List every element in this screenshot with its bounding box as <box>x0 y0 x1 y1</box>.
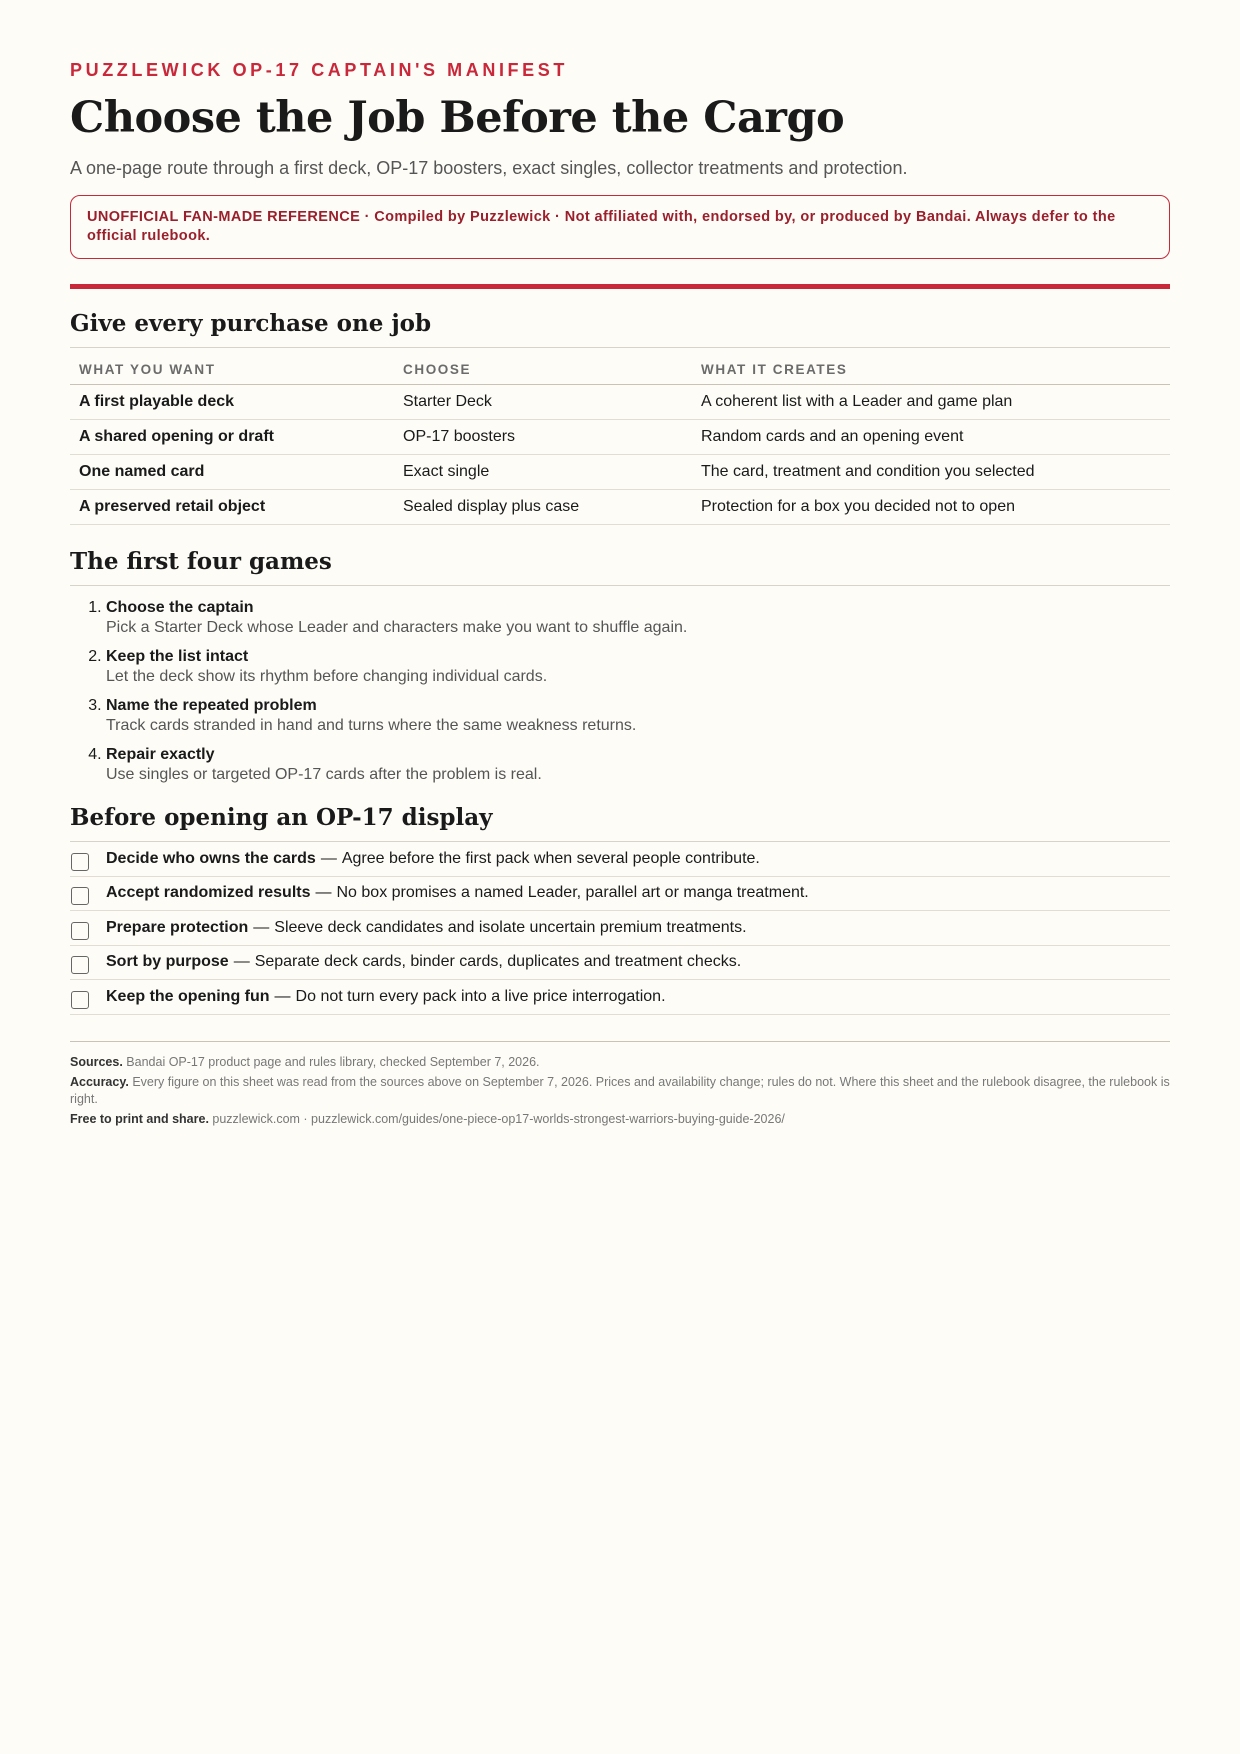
checklist-item-description: Do not turn every pack into a live price interrogation. <box>295 987 666 1005</box>
em-dash: — <box>233 953 250 971</box>
table-row <box>70 455 1170 490</box>
cell-creates: Protection for a box you decided not to open <box>692 490 1170 525</box>
share-note <box>70 1111 1170 1128</box>
list-item <box>106 647 1170 687</box>
list-item <box>106 598 1170 638</box>
table-row <box>70 490 1170 525</box>
table-row <box>70 385 1170 420</box>
step-description: Pick a Starter Deck whose Leader and characters make you want to shuffle again. <box>106 619 688 636</box>
sources-note <box>70 1054 1170 1071</box>
purchase-heading: Give every purchase one job <box>70 310 432 337</box>
step-title: 3. Name the repeated problem <box>106 697 317 714</box>
step-description: Track cards stranded in hand and turns where the same weakness returns. <box>106 717 637 734</box>
checkbox[interactable] <box>71 991 89 1009</box>
column-header-creates: WHAT IT CREATES <box>692 348 1170 385</box>
cell-choose: Sealed display plus case <box>394 490 692 525</box>
checklist-item <box>70 911 1170 946</box>
em-dash: — <box>253 918 270 936</box>
page-subtitle: A one-page route through a first deck, OP-17 boosters, exact singles, collector treatments and protection. <box>70 158 908 178</box>
column-header-want: WHAT YOU WANT <box>70 348 394 385</box>
cell-creates: Random cards and an opening event <box>692 420 1170 455</box>
cell-want: A shared opening or draft <box>70 420 394 455</box>
checklist-item-title: Keep the opening fun <box>106 987 270 1005</box>
step-description: Use singles or targeted OP-17 cards after the problem is real. <box>106 766 542 783</box>
cell-want: One named card <box>70 455 394 490</box>
checklist-item-description: Agree before the first pack when several people contribute. <box>341 849 760 867</box>
cell-creates: A coherent list with a Leader and game plan <box>692 385 1170 420</box>
step-description: Let the deck show its rhythm before changing individual cards. <box>106 668 548 685</box>
cell-creates: The card, treatment and condition you selected <box>692 455 1170 490</box>
cell-choose: OP-17 boosters <box>394 420 692 455</box>
purchase-section <box>70 309 1170 525</box>
games-steps-list <box>70 598 1170 785</box>
list-item <box>106 696 1170 736</box>
checklist-item-description: Sleeve deck candidates and isolate uncertain premium treatments. <box>274 918 747 936</box>
checklist-item-title: Prepare protection <box>106 918 249 936</box>
em-dash: — <box>274 987 291 1005</box>
accuracy-note <box>70 1074 1170 1108</box>
header-divider <box>70 284 1170 289</box>
cell-choose: Exact single <box>394 455 692 490</box>
checklist-item <box>70 946 1170 981</box>
checklist-item-description: Separate deck cards, binder cards, duplicates and treatment checks. <box>254 953 742 971</box>
list-item <box>106 745 1170 785</box>
checkbox[interactable] <box>71 887 89 905</box>
checkbox[interactable] <box>71 956 89 974</box>
purchase-table <box>70 348 1170 525</box>
table-header-row <box>70 348 1170 385</box>
section-divider <box>70 585 1170 586</box>
checklist-item <box>70 980 1170 1015</box>
checklist-item <box>70 842 1170 877</box>
column-header-choose: CHOOSE <box>394 348 692 385</box>
display-heading: Before opening an OP-17 display <box>70 804 493 831</box>
brand-eyebrow: PUZZLEWICK OP-17 CAPTAIN'S MANIFEST <box>70 60 568 80</box>
accuracy-label: Accuracy. <box>70 1074 129 1089</box>
checklist-item <box>70 877 1170 912</box>
share-link[interactable]: puzzlewick.com · puzzlewick.com/guides/one-piece-op17-worlds-strongest-warriors-buying-guide-2026/ <box>212 1111 785 1126</box>
games-heading: The first four games <box>70 548 332 575</box>
checklist-item-description: No box promises a named Leader, parallel art or manga treatment. <box>336 884 809 902</box>
page-title: Choose the Job Before the Cargo <box>70 93 845 143</box>
table-row <box>70 420 1170 455</box>
em-dash: — <box>320 849 337 867</box>
sources-label: Sources. <box>70 1054 123 1069</box>
share-label: Free to print and share. <box>70 1111 209 1126</box>
cell-want: A first playable deck <box>70 385 394 420</box>
cell-choose: Starter Deck <box>394 385 692 420</box>
cell-want: A preserved retail object <box>70 490 394 525</box>
page-footer <box>70 1041 1170 1128</box>
display-section <box>70 803 1170 1015</box>
disclaimer-box: UNOFFICIAL FAN-MADE REFERENCE · Compiled by Puzzlewick · Not affiliated with, endorsed by, or produced by Bandai. Always defer to the official rulebook. <box>70 195 1170 259</box>
step-title: 4. Repair exactly <box>106 746 215 763</box>
accuracy-text: Every figure on this sheet was read from the sources above on September 7, 2026. Prices and availability change; rules do not. Where this sheet and the rulebook disagree, the rulebook is right. <box>70 1074 1170 1106</box>
step-title: 2. Keep the list intact <box>106 648 249 665</box>
em-dash: — <box>315 884 332 902</box>
checklist-item-title: Accept randomized results <box>106 884 311 902</box>
checklist-item-title: Sort by purpose <box>106 953 229 971</box>
checkbox[interactable] <box>71 853 89 871</box>
games-section <box>70 547 1170 785</box>
checkbox[interactable] <box>71 922 89 940</box>
step-title: 1. Choose the captain <box>106 599 254 616</box>
checklist-item-title: Decide who owns the cards <box>106 849 316 867</box>
sources-text: Bandai OP-17 product page and rules library, checked September 7, 2026. <box>126 1054 540 1069</box>
